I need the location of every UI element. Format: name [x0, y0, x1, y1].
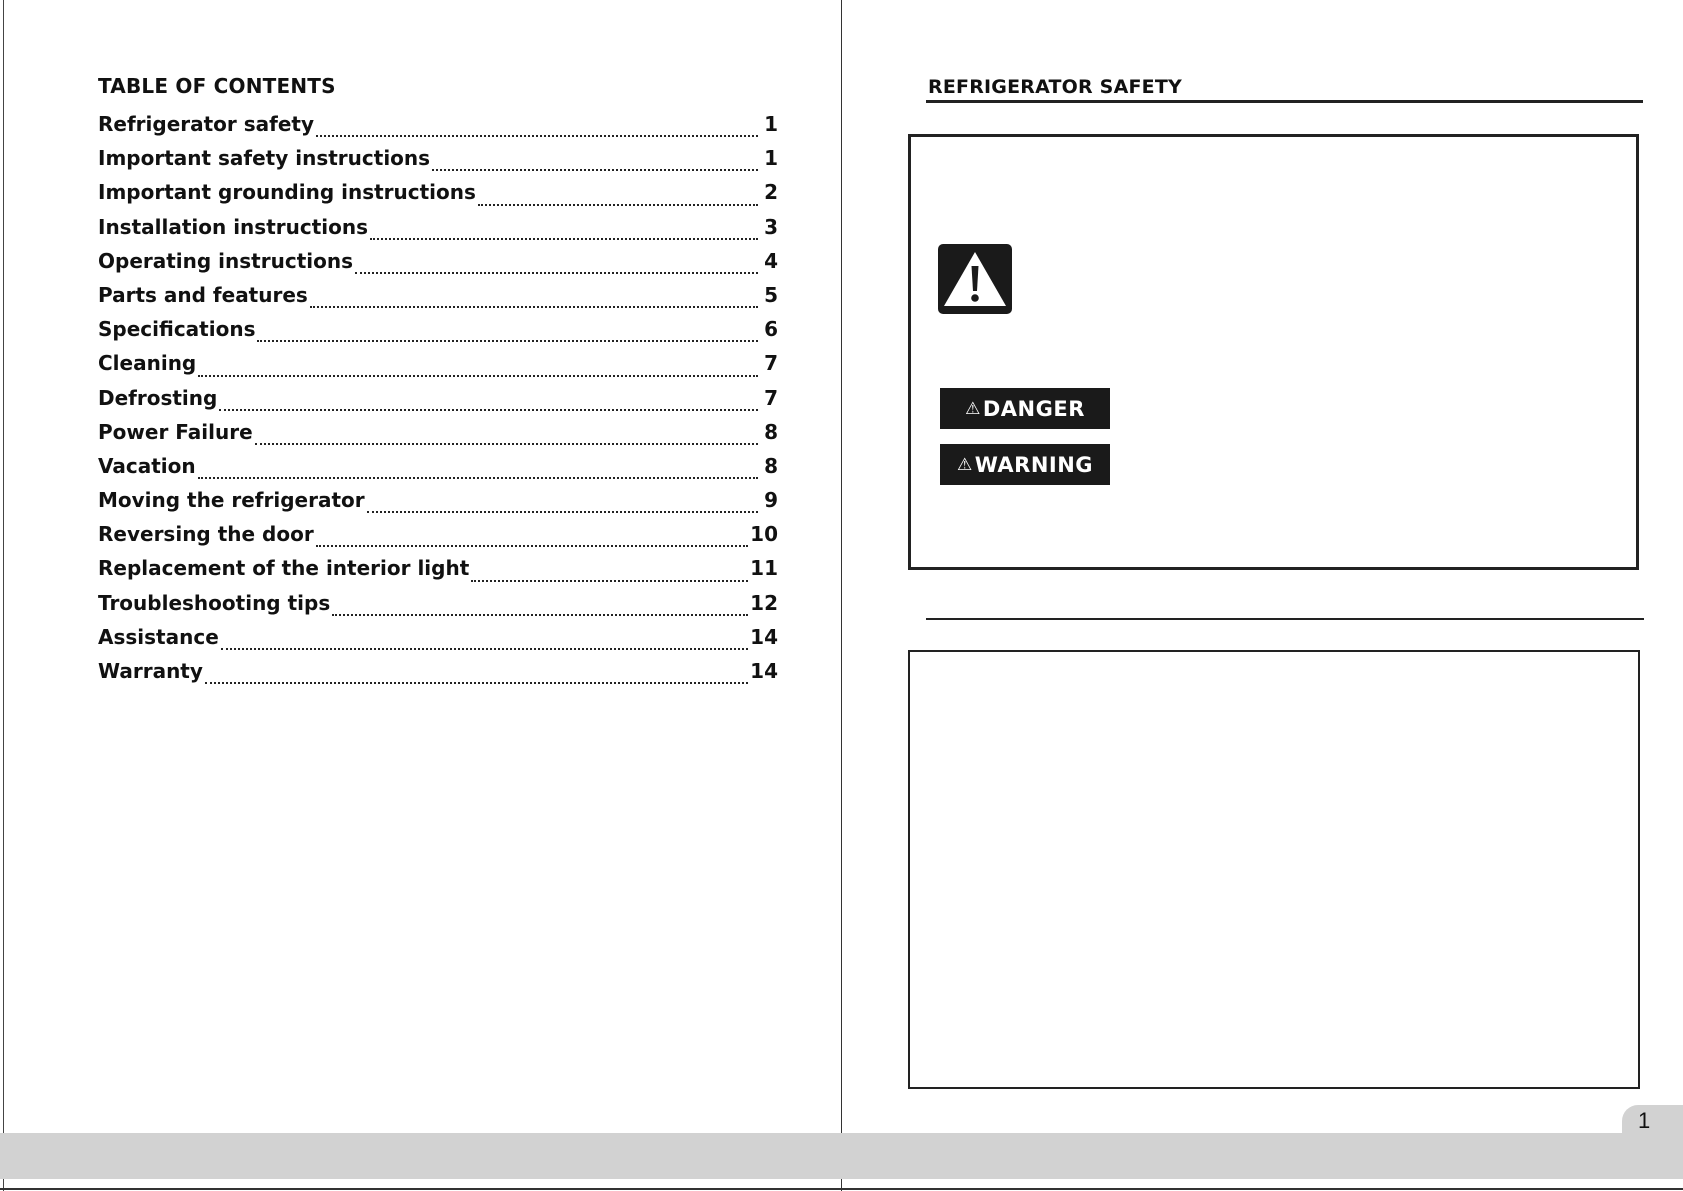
- toc-entry-label: Installation instructions: [98, 214, 369, 239]
- toc-leader-dots: [355, 272, 758, 274]
- toc-entry-label: Specifications: [98, 317, 256, 342]
- toc-entry: [98, 556, 778, 590]
- toc-entry-label: Parts and features: [98, 282, 308, 307]
- toc-entry-page: 8: [764, 453, 778, 478]
- toc-entry: [98, 146, 778, 180]
- toc-entry-label: Important safety instructions: [98, 146, 431, 171]
- safety-title: REFRIGERATOR SAFETY: [928, 76, 1182, 98]
- toc-entry: [98, 522, 778, 556]
- toc-entry: [98, 488, 778, 522]
- toc-entry: [98, 659, 778, 693]
- toc-entry-label: Troubleshooting tips: [98, 590, 331, 615]
- toc-entry-page: 6: [764, 317, 778, 342]
- toc-leader-dots: [221, 648, 748, 650]
- toc-leader-dots: [219, 409, 758, 411]
- toc-entry: [98, 351, 778, 385]
- warning-signal-label: [940, 444, 1110, 485]
- toc-leader-dots: [332, 614, 748, 616]
- toc-entry-page: 3: [764, 214, 778, 239]
- toc-entry-page: 9: [764, 488, 778, 513]
- toc-title: TABLE OF CONTENTS: [98, 74, 336, 98]
- toc-entry-page: 14: [750, 659, 778, 683]
- toc-leader-dots: [471, 580, 748, 582]
- safety-title-rule: [926, 100, 1643, 103]
- toc-entry-label: Cleaning: [98, 351, 197, 376]
- toc-entry: [98, 112, 778, 146]
- toc-leader-dots: [316, 545, 748, 547]
- page-number: 1: [1638, 1108, 1651, 1133]
- toc-entry-page: 14: [750, 624, 778, 649]
- toc-entry-page: 7: [764, 351, 778, 376]
- toc-leader-dots: [316, 135, 758, 137]
- toc-entry-page: 1: [764, 146, 778, 171]
- toc-entry: [98, 625, 778, 659]
- toc-entry-page: 1: [764, 112, 778, 136]
- toc-entry-label: Defrosting: [98, 385, 218, 410]
- toc-entry-page: 4: [764, 248, 778, 273]
- warning-word: WARNING: [974, 452, 1094, 477]
- toc-entry: [98, 283, 778, 317]
- safety-info-box: [908, 134, 1639, 570]
- toc-leader-dots: [367, 511, 758, 513]
- toc-entry-label: Operating instructions: [98, 248, 353, 273]
- toc-entry-page: 12: [750, 590, 778, 615]
- toc-entry-label: Moving the refrigerator: [98, 488, 365, 513]
- toc-entry: [98, 317, 778, 351]
- section-rule: [926, 618, 1644, 620]
- toc-leader-dots: [205, 682, 748, 684]
- alert-symbol-icon: ⚠: [965, 398, 981, 419]
- toc-entry-label: Important grounding instructions: [98, 180, 476, 205]
- toc-entry-label: Reversing the door: [98, 522, 314, 547]
- toc-entry-page: 2: [764, 180, 778, 205]
- toc-list: [98, 112, 778, 693]
- toc-entry-label: Power Failure: [98, 419, 253, 444]
- toc-entry-label: Warranty: [98, 659, 203, 683]
- toc-entry-page: 11: [750, 556, 778, 581]
- instructions-box: [908, 650, 1640, 1089]
- toc-leader-dots: [478, 204, 758, 206]
- toc-entry: [98, 180, 778, 214]
- footer-band: [0, 1133, 1683, 1179]
- toc-leader-dots: [257, 340, 758, 342]
- danger-word: DANGER: [982, 396, 1085, 421]
- page-number-tab: [1622, 1105, 1683, 1145]
- toc-leader-dots: [198, 477, 758, 479]
- alert-symbol-icon: ⚠: [956, 454, 973, 475]
- toc-leader-dots: [255, 443, 758, 445]
- toc-entry: [98, 249, 778, 283]
- toc-entry-page: 5: [764, 282, 778, 307]
- toc-entry-label: Replacement of the interior light: [98, 556, 470, 581]
- toc-entry: [98, 454, 778, 488]
- toc-leader-dots: [370, 238, 758, 240]
- toc-entry: [98, 386, 778, 420]
- toc-entry-page: 7: [764, 385, 778, 410]
- page-edge-bottom: [0, 1188, 1683, 1190]
- toc-entry-label: Refrigerator safety: [98, 112, 315, 136]
- toc-entry-label: Assistance: [98, 624, 219, 649]
- page-divider: [841, 0, 842, 1191]
- toc-leader-dots: [432, 169, 758, 171]
- danger-signal-label: [940, 388, 1110, 429]
- toc-entry: [98, 215, 778, 249]
- toc-entry: [98, 591, 778, 625]
- toc-entry: [98, 420, 778, 454]
- toc-leader-dots: [198, 375, 758, 377]
- toc-entry-page: 8: [764, 419, 778, 444]
- toc-entry-label: Vacation: [98, 453, 196, 478]
- toc-entry-page: 10: [750, 522, 778, 547]
- page-edge-left: [3, 0, 4, 1191]
- warning-triangle-icon: [938, 244, 1012, 314]
- toc-leader-dots: [310, 306, 758, 308]
